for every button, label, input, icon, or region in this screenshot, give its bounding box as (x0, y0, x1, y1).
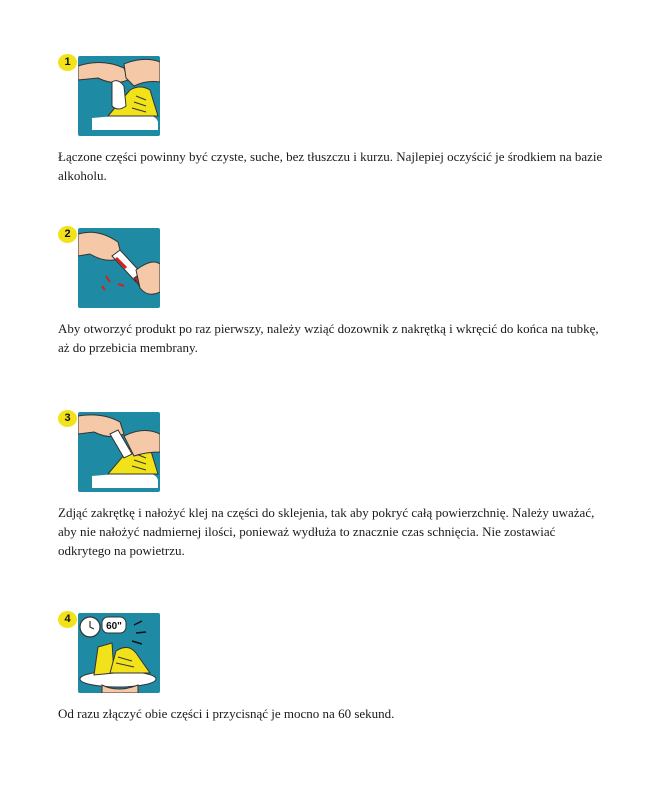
press-timer-icon (78, 613, 160, 693)
step-number-badge: 3 (58, 410, 77, 427)
step-1-text: Łączone części powinny być czyste, suche, bez tłuszczu i kurzu. Najlepiej oczyścić je środkiem na bazie alkoholu. (58, 149, 603, 183)
step-4 (58, 611, 603, 723)
timer-label: 60" (106, 621, 122, 632)
step-number-badge: 1 (58, 54, 77, 71)
step-number-badge: 2 (58, 226, 77, 243)
step-3-text: Zdjąć zakrętkę i nałożyć klej na części do sklejenia, tak aby pokryć całą powierzchnię. Należy uważać, aby nie nałożyć nadmiernej ilości, ponieważ wydłuża to znacznie czas schnięcia. Nie zostawiać odkrytego na powietrzu. (58, 505, 595, 558)
step-number-badge: 4 (58, 611, 77, 628)
applying-glue-icon (78, 412, 160, 492)
step-1 (58, 54, 603, 185)
step-4-illustration (58, 611, 160, 694)
step-2 (58, 226, 603, 357)
step-3 (58, 410, 603, 560)
step-1-illustration (58, 54, 160, 137)
step-4-text: Od razu złączyć obie części i przycisnąć je mocno na 60 sekund. (58, 706, 395, 721)
step-2-illustration (58, 226, 160, 309)
step-2-text: Aby otworzyć produkt po raz pierwszy, należy wziąć dozownik z nakrętką i wkręcić do końca na tubkę, aż do przebicia membrany. (58, 321, 599, 355)
step-3-illustration (58, 410, 160, 493)
opening-tube-icon (78, 228, 160, 308)
cleaning-shoe-icon (78, 56, 160, 136)
